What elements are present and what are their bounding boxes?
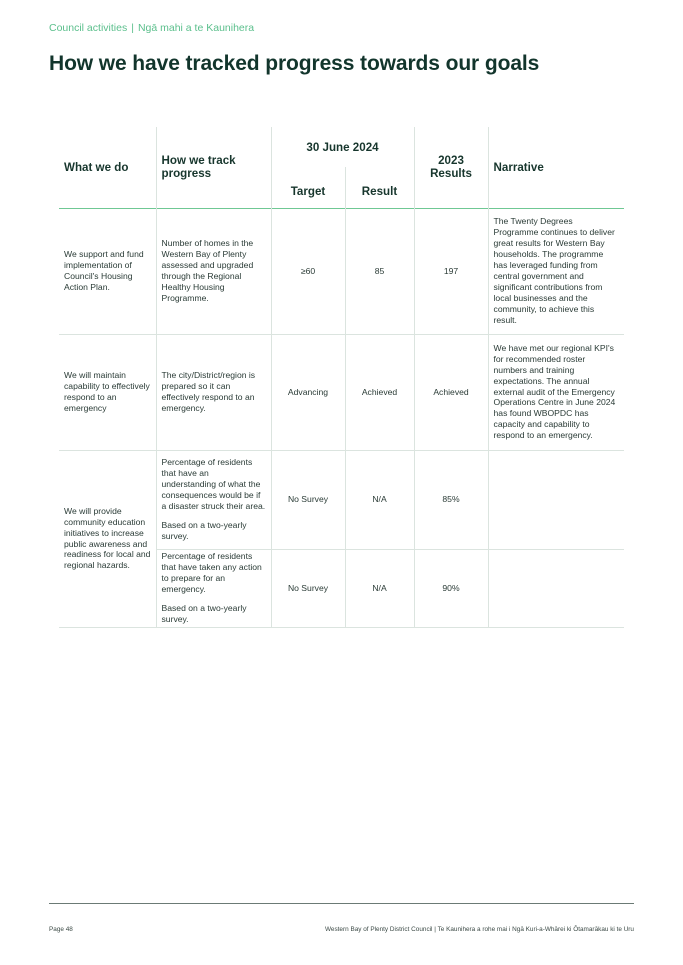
header-how-we-track: How we track progress	[156, 127, 271, 208]
target-cell: ≥60	[271, 208, 345, 334]
measure-cell	[156, 450, 271, 549]
measure-cell: The city/District/region is prepared so it can effectively respond to an emergency.	[156, 334, 271, 450]
header-what-we-do: What we do	[64, 160, 129, 174]
result-cell: N/A	[345, 450, 414, 549]
progress-table	[59, 127, 624, 628]
result-cell: 85	[345, 208, 414, 334]
header-narrative: Narrative	[488, 127, 624, 208]
what-we-do-cell: We will maintain capability to effectively respond to an emergency	[64, 370, 150, 413]
header-target: Target	[271, 167, 345, 208]
breadcrumb-section: Council activities	[49, 22, 128, 34]
measure-cell	[156, 549, 271, 627]
footer-organisation: Western Bay of Plenty District Council | Te Kaunihera a rohe mai i Ngā Kuri-a-Whārei ki Ōtamarākau ki te Uru	[324, 926, 634, 933]
page-number: Page 48	[49, 926, 73, 933]
narrative-cell: The Twenty Degrees Programme continues to deliver great results for Western Bay households. The programme has leveraged funding from central government and significant contributions from local businesses and the community, to achieve this result.	[488, 208, 624, 334]
table-row	[59, 334, 624, 450]
measure-text: Percentage of residents that have an understanding of what the consequences would be if a disaster struck their area.	[161, 457, 266, 511]
narrative-cell	[488, 450, 624, 549]
target-cell: No Survey	[271, 549, 345, 627]
breadcrumb-subsection: Ngā mahi a te Kaunihera	[137, 22, 255, 34]
table-row	[59, 208, 624, 334]
measure-cell: Number of homes in the Western Bay of Plenty assessed and upgraded through the Regional Healthy Housing Programme.	[156, 208, 271, 334]
measure-note: Based on a two-yearly survey.	[161, 519, 247, 541]
narrative-cell: We have met our regional KPI's for recommended roster numbers and training expectations. The annual external audit of the Emergency Operations Centre in June 2024 has found WBOPDC has capacity and capability to respond to an emergency.	[488, 334, 624, 450]
what-we-do-cell: We support and fund implementation of Council's Housing Action Plan.	[64, 249, 144, 292]
measure-note: Based on a two-yearly survey.	[161, 602, 247, 624]
table-row	[59, 450, 624, 549]
prior-result-cell: 85%	[414, 450, 488, 549]
result-cell: N/A	[345, 549, 414, 627]
header-result: Result	[345, 167, 414, 208]
header-prior-results: 2023 Results	[414, 127, 488, 208]
header-period: 30 June 2024	[271, 127, 414, 167]
target-cell: Advancing	[271, 334, 345, 450]
page-title: How we have tracked progress towards our goals	[49, 52, 540, 75]
prior-result-cell: Achieved	[414, 334, 488, 450]
target-cell: No Survey	[271, 450, 345, 549]
prior-result-cell: 90%	[414, 549, 488, 627]
result-cell: Achieved	[345, 334, 414, 450]
breadcrumb-separator: |	[131, 22, 134, 34]
footer-divider	[49, 903, 634, 904]
prior-result-cell: 197	[414, 208, 488, 334]
narrative-cell	[488, 549, 624, 627]
what-we-do-cell: We will provide community education initiatives to increase public awareness and readiness for local and regional hazards.	[59, 450, 156, 627]
measure-text: Percentage of residents that have taken any action to prepare for an emergency.	[161, 551, 262, 594]
breadcrumb	[49, 22, 254, 34]
